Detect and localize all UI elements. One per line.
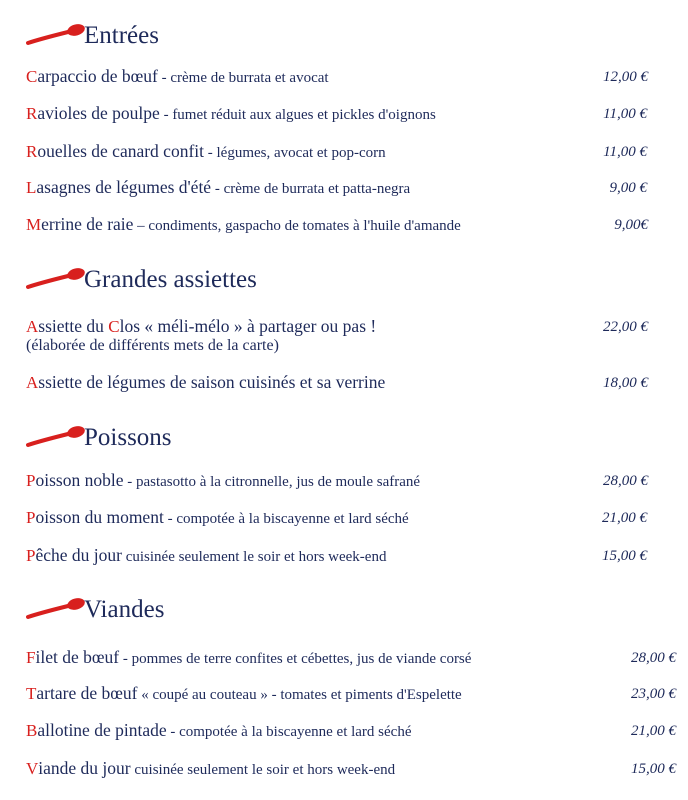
spoon-icon (26, 597, 86, 623)
item-price: 12,00 € (603, 69, 648, 85)
menu-item (26, 647, 471, 670)
item-separator: - (123, 474, 136, 490)
item-description: cuisinée seulement le soir et hors week-end (134, 762, 396, 778)
item-initial: M (26, 215, 42, 234)
item-initial: P (26, 546, 36, 565)
item-price: 15,00 € (602, 548, 647, 564)
item-name: ilet de bœuf (35, 647, 120, 667)
item-separator: - (159, 107, 173, 123)
item-initial: A (26, 317, 39, 336)
menu-item (26, 372, 385, 393)
item-name: allotine de pintade (37, 720, 167, 740)
item-subline: (élaborée de différents mets de la carte) (26, 337, 279, 354)
item-name: êche du jour (35, 545, 122, 565)
item-initial: T (26, 684, 37, 703)
item-description: condiments, gaspacho de tomates à l'huile d'amande (148, 218, 461, 234)
menu-item (26, 66, 329, 89)
item-description: cuisinée seulement le soir et hors week-end (125, 549, 387, 565)
item-description: crème de burrata et avocat (170, 70, 329, 86)
item-name: oisson du moment (35, 507, 164, 527)
item-price: 28,00 € (631, 650, 676, 666)
item-name: errine de raie (41, 214, 134, 234)
spoon-icon (26, 23, 86, 49)
item-description: crème de burrata et patta-negra (223, 181, 411, 197)
section-heading: Entrées (84, 22, 159, 49)
item-description: pommes de terre confites et cébettes, jus de viande corsé (131, 651, 472, 667)
menu-item (26, 214, 461, 237)
item-description: tomates et piments d'Espelette (280, 687, 462, 703)
item-initial: B (26, 721, 38, 740)
menu-item (26, 141, 386, 164)
item-separator: - (157, 70, 171, 86)
item-name: artare de bœuf (36, 683, 138, 703)
section-title-poissons (26, 422, 172, 454)
item-price: 9,00€ (614, 217, 648, 233)
section-title-grandes-assiettes (26, 264, 257, 296)
item-separator: – (133, 218, 149, 234)
item-name: avioles de poulpe (37, 103, 160, 123)
item-name: iande du jour (38, 758, 131, 778)
item-initial: F (26, 648, 36, 667)
item-description: pastasotto à la citronnelle, jus de moule safrané (135, 474, 421, 490)
menu-item (26, 720, 412, 743)
section-heading: Viandes (84, 596, 165, 623)
item-initial: R (26, 142, 38, 161)
item-initial: L (26, 178, 37, 197)
item-description: fumet réduit aux algues et pickles d'oignons (172, 107, 436, 123)
menu-item (26, 545, 386, 568)
item-price: 22,00 € (603, 319, 648, 335)
item-separator: - (163, 511, 177, 527)
menu-item (26, 103, 436, 126)
item-name: oisson noble (35, 470, 124, 490)
item-separator: « coupé au couteau » - (137, 687, 281, 703)
item-initial: A (26, 373, 39, 392)
menu-item (26, 507, 409, 530)
menu-item (26, 758, 395, 781)
item-description: compotée à la biscayenne et lard séché (179, 724, 412, 740)
item-separator: - (166, 724, 180, 740)
item-price: 23,00 € (631, 686, 676, 702)
item-name: ssiette de légumes de saison cuisinés et sa verrine (38, 372, 386, 392)
item-price: 28,00 € (603, 473, 648, 489)
item-price: 9,00 € (609, 180, 647, 196)
section-heading: Poissons (84, 424, 172, 451)
section-title-entrees (26, 20, 159, 52)
section-title-viandes (26, 594, 164, 626)
item-name: ssiette du (38, 316, 109, 336)
item-initial: C (26, 67, 38, 86)
item-price: 21,00 € (602, 510, 647, 526)
item-price: 18,00 € (603, 375, 648, 391)
item-price: 15,00 € (631, 761, 676, 777)
section-heading: Grandes assiettes (84, 266, 257, 293)
item-separator: - (119, 651, 132, 667)
menu-item (26, 177, 410, 200)
item-initial: R (26, 104, 38, 123)
spoon-icon (26, 267, 86, 293)
item-name: ouelles de canard confit (37, 141, 205, 161)
item-price: 11,00 € (603, 144, 647, 160)
item-name: los « méli-mélo » à partager ou pas ! (119, 316, 377, 336)
item-description: légumes, avocat et pop-corn (216, 145, 386, 161)
item-separator: - (211, 181, 224, 197)
item-name: asagnes de légumes d'été (36, 177, 212, 197)
item-price: 21,00 € (631, 723, 676, 739)
menu-item (26, 683, 462, 706)
item-separator: - (204, 145, 217, 161)
item-initial: V (26, 759, 39, 778)
spoon-icon (26, 425, 86, 451)
item-initial: P (26, 508, 36, 527)
item-name: arpaccio de bœuf (37, 66, 158, 86)
item-description: compotée à la biscayenne et lard séché (176, 511, 409, 527)
menu-item (26, 316, 376, 337)
item-price: 11,00 € (603, 106, 647, 122)
item-initial: C (108, 317, 120, 336)
menu-item (26, 470, 420, 493)
item-initial: P (26, 471, 36, 490)
